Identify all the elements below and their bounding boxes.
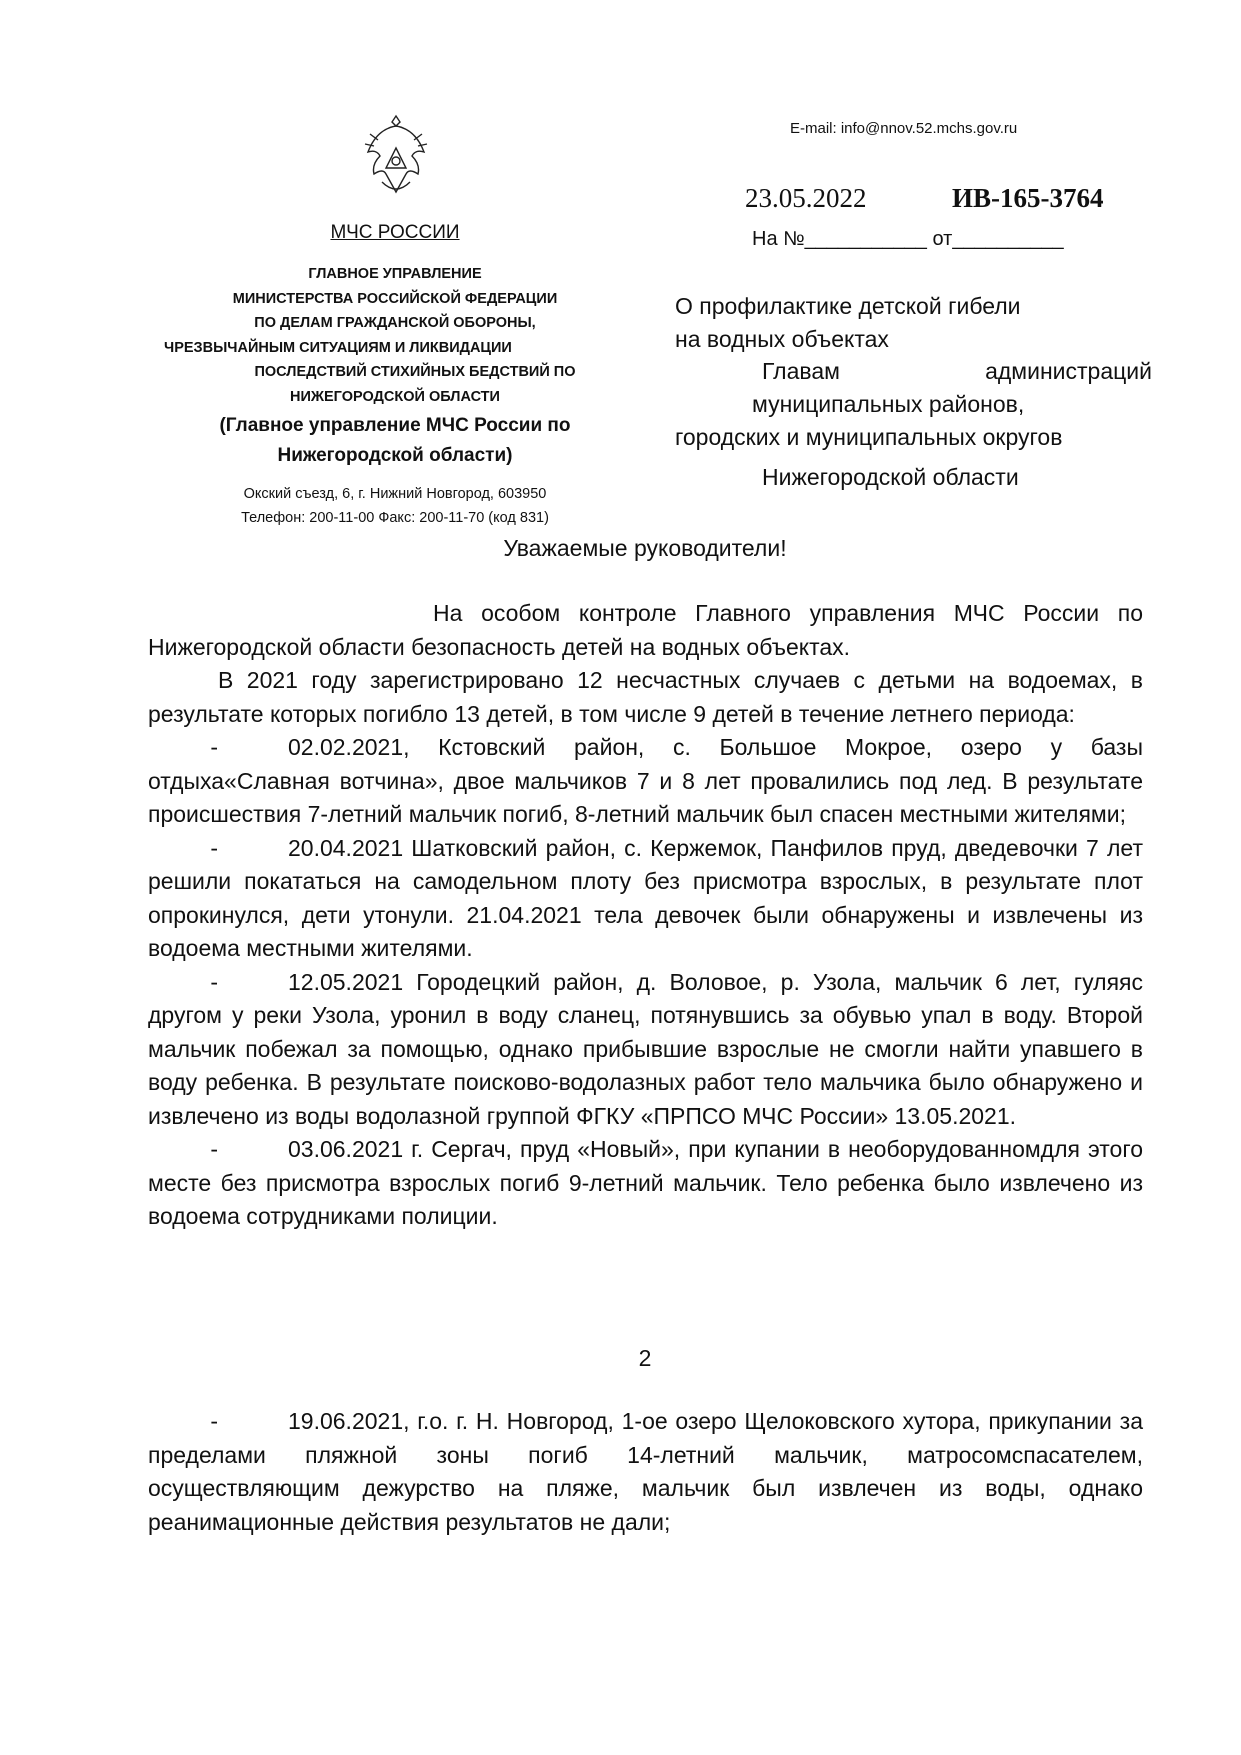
recipient-line: городских и муниципальных округов: [675, 424, 1063, 450]
incident-item: [148, 966, 1143, 1134]
incident-text: 12.05.2021 Городецкий район, д. Воловое, р. Узола, мальчик 6 лет, гуляяс другом у реки Узола, уронил в воду сланец, потянувшись за обувью упал в воду. Второй мальчик побежал за помощью, однако прибывшие взрослые не смогли найти упавшего в воду ребенка. В результате поисково-водолазных работ тело мальчика было обнаружено и извлечено из воды водолазной группой ФГКУ «ПРПСО МЧС России» 13.05.2021.: [148, 968, 1143, 1129]
incident-text: 03.06.2021 г. Сергач, пруд «Новый», при купании в необорудованномдля этого месте без присмотра взрослых погиб 9-летний мальчик. Тело ребенка было извлечено из водоема сотрудниками полиции.: [148, 1136, 1143, 1229]
incident-item: [148, 1405, 1143, 1539]
page-number: 2: [638, 1345, 652, 1371]
incident-text: 19.06.2021, г.о. г. Н. Новгород, 1-ое озеро Щелоковского хутора, прикупании за пределами пляжной зоны погиб 14-летний мальчик, матросомспасателем, осуществляющим дежурство на пляже, мальчик был извлечен из воды, однако реанимационные действия результатов не дали;: [148, 1408, 1143, 1535]
agency-line: ЧРЕЗВЫЧАЙНЫМ СИТУАЦИЯМ И ЛИКВИДАЦИИ: [164, 339, 512, 356]
email-address: E-mail: info@nnov.52.mchs.gov.ru: [790, 120, 1018, 137]
agency-paren-line: Нижегородской области): [277, 445, 513, 466]
incident-text: 20.04.2021 Шатковский район, с. Кержемок, Панфилов пруд, дведевочки 7 лет решили покататься на самодельном плоту без присмотра взрослых, в результате плот опрокинулся, дети утонули. 21.04.2021 тела девочек были обнаружены и извлечены из водоема местными жителями.: [148, 834, 1143, 961]
letter-body-continued: [148, 1405, 1143, 1539]
agency-contacts: [140, 482, 650, 530]
list-dash: -: [210, 734, 218, 760]
list-dash: -: [210, 1136, 218, 1162]
greeting: Уважаемые руководители!: [503, 535, 787, 561]
registration-number: ИВ-165-3764: [952, 183, 1104, 213]
agency-line: ГЛАВНОЕ УПРАВЛЕНИЕ: [308, 266, 482, 282]
recipient-word: Главам: [762, 358, 840, 384]
incident-item: [148, 731, 1143, 832]
recipient-line: муниципальных районов,: [752, 391, 1025, 417]
agency-line: ПО ДЕЛАМ ГРАЖДАНСКОЙ ОБОРОНЫ,: [254, 315, 536, 331]
agency-full-name: [140, 262, 650, 409]
reference-line: На №___________ от__________: [752, 228, 1064, 250]
agency-short-name: МЧС РОССИИ: [330, 222, 460, 243]
recipient-line: Нижегородской области: [762, 464, 1019, 490]
letter-body: [148, 597, 1143, 1234]
agency-phone: Телефон: 200-11-00 Факс: 200-11-70 (код 831): [241, 510, 549, 526]
agency-line: ПОСЛЕДСТВИЙ СТИХИЙНЫХ БЕДСТВИЙ ПО: [254, 364, 576, 380]
list-dash: -: [210, 1408, 218, 1434]
subject-line: О профилактике детской гибели: [675, 293, 1021, 319]
document-subject: [675, 290, 1021, 356]
body-paragraph: В 2021 году зарегистрировано 12 несчастных случаев с детьми на водоемах, в результате которых погибло 13 детей, в том числе 9 детей в течение летнего периода:: [148, 667, 1143, 727]
incident-item: [148, 832, 1143, 966]
agency-line: НИЖЕГОРОДСКОЙ ОБЛАСТИ: [290, 388, 500, 405]
body-paragraph: На особом контроле Главного управления МЧС России по Нижегородской области безопасность детей на водных объектах.: [148, 600, 1143, 660]
agency-line: МИНИСТЕРСТВА РОССИЙСКОЙ ФЕДЕРАЦИИ: [232, 290, 558, 307]
recipient-word: администраций: [985, 358, 1152, 384]
agency-address: Окский съезд, 6, г. Нижний Новгород, 603950: [243, 486, 547, 502]
list-dash: -: [210, 968, 218, 995]
agency-short-full-name: [140, 411, 650, 471]
document-date: 23.05.2022: [745, 183, 867, 213]
list-dash: -: [210, 834, 218, 861]
subject-line: на водных объектах: [675, 326, 889, 352]
incident-text: 02.02.2021, Кстовский район, с. Большое Мокрое, озеро у базы отдыха«Славная вотчина», двое мальчиков 7 и 8 лет провалились под лед. В результате происшествия 7-летний мальчик погиб, 8-летний мальчик был спасен местными жителями;: [148, 734, 1143, 827]
incident-item: [148, 1133, 1143, 1234]
mchs-emblem-icon: [360, 112, 432, 198]
agency-paren-line: (Главное управление МЧС России по: [219, 415, 571, 436]
